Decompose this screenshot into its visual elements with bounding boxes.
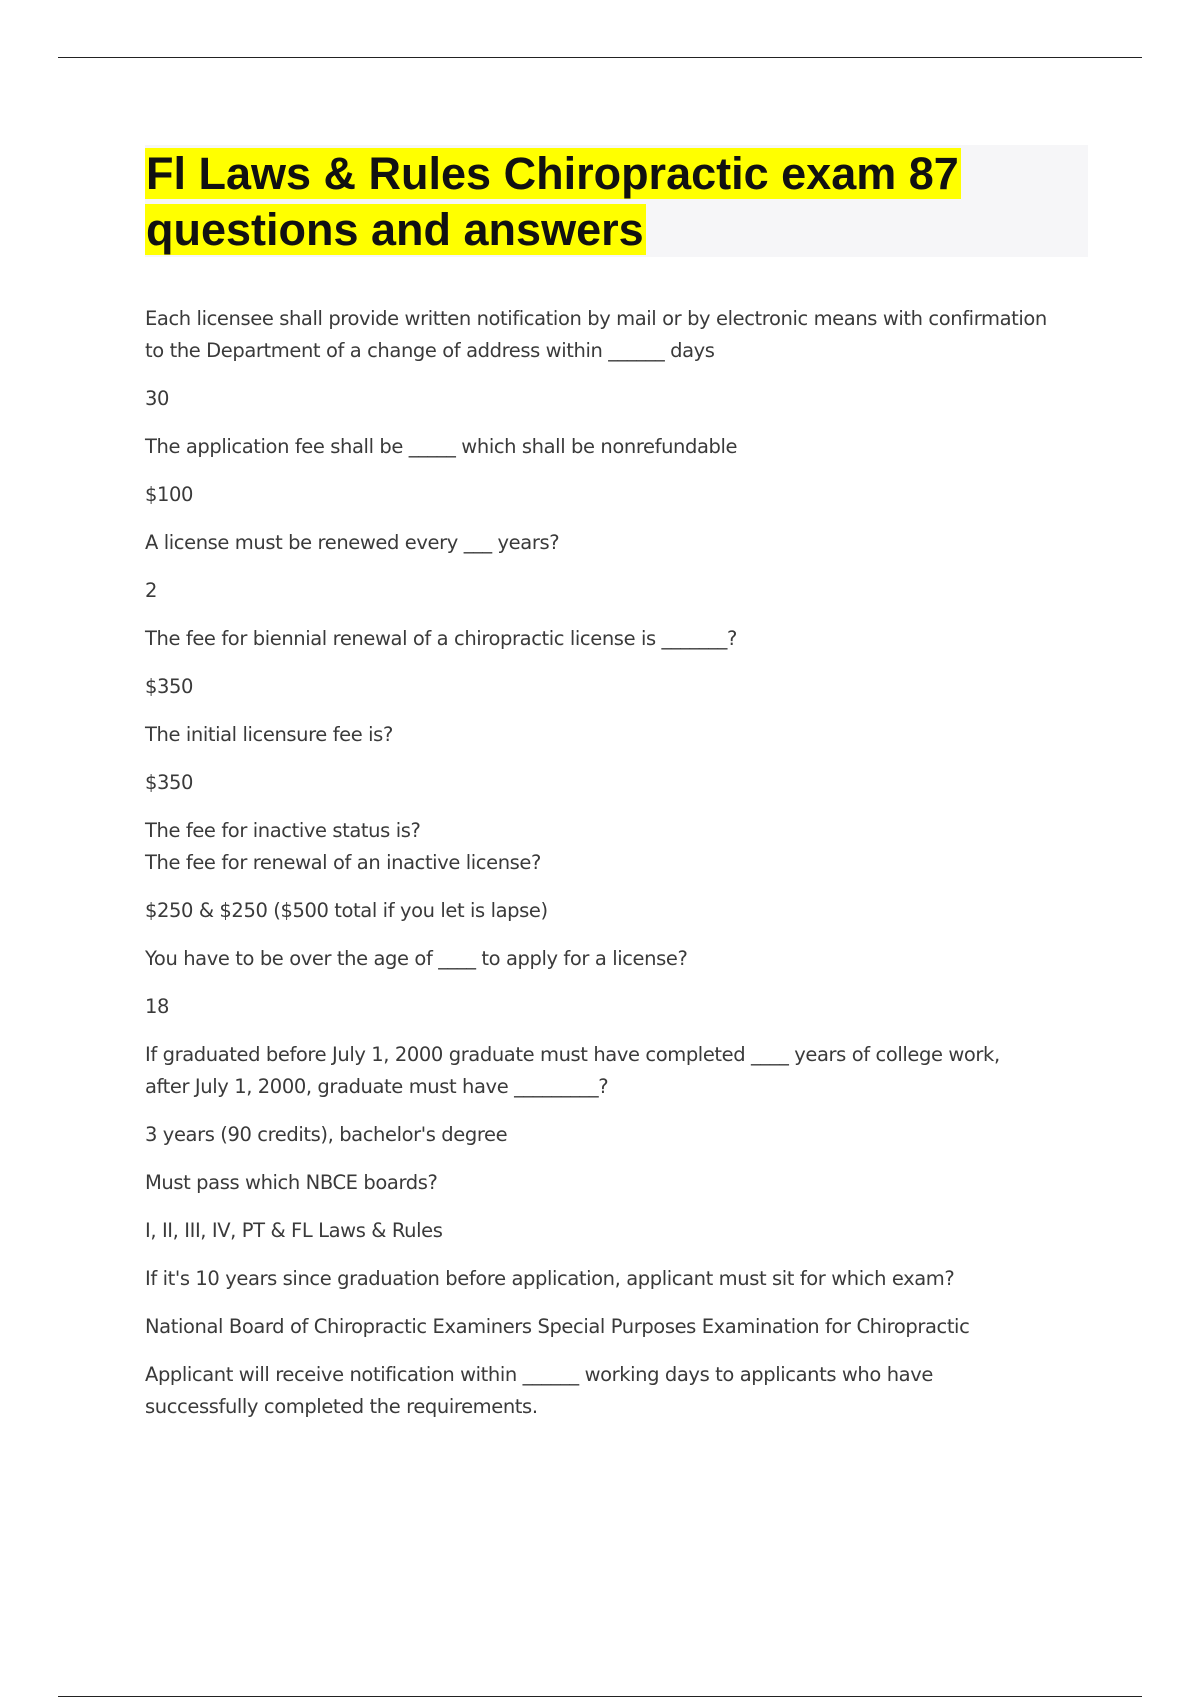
answer-4: $350 (145, 675, 194, 698)
question-1: Each licensee shall provide written notification by mail or by electronic means with confirmation to the Department of a change of address within ______ days (145, 307, 1047, 362)
question-7: You have to be over the age of ____ to apply for a license? (145, 947, 688, 970)
document-title-line-2: questions and answers (146, 204, 644, 255)
question-6: The fee for inactive status is? The fee for renewal of an inactive license? (145, 819, 541, 874)
question-4: The fee for biennial renewal of a chiropractic license is _______? (145, 627, 737, 650)
question-5: The initial licensure fee is? (145, 723, 393, 746)
answer-9: I, II, III, IV, PT & FL Laws & Rules (145, 1219, 443, 1242)
answer-8: 3 years (90 credits), bachelor's degree (145, 1123, 508, 1146)
answer-2: $100 (145, 483, 194, 506)
answer-3: 2 (145, 579, 158, 602)
bottom-divider (58, 1696, 1142, 1697)
answer-10: National Board of Chiropractic Examiners Special Purposes Examination for Chiropractic (145, 1315, 970, 1338)
question-9: Must pass which NBCE boards? (145, 1171, 438, 1194)
answer-6: $250 & $250 ($500 total if you let is lapse) (145, 899, 548, 922)
answer-7: 18 (145, 995, 170, 1018)
answer-1: 30 (145, 387, 170, 410)
question-8: If graduated before July 1, 2000 graduate must have completed ____ years of college work, after July 1, 2000, graduate must have _________? (145, 1043, 1000, 1098)
question-10: If it's 10 years since graduation before application, applicant must sit for which exam? (145, 1267, 955, 1290)
question-11: Applicant will receive notification within ______ working days to applicants who have successfully completed the requirements. (145, 1363, 933, 1418)
answer-5: $350 (145, 771, 194, 794)
document-title-line-1: Fl Laws & Rules Chiropractic exam 87 (146, 148, 959, 199)
top-divider (58, 57, 1142, 58)
qa-list (145, 303, 1095, 1439)
question-2: The application fee shall be _____ which shall be nonrefundable (145, 435, 738, 458)
question-3: A license must be renewed every ___ years? (145, 531, 560, 554)
